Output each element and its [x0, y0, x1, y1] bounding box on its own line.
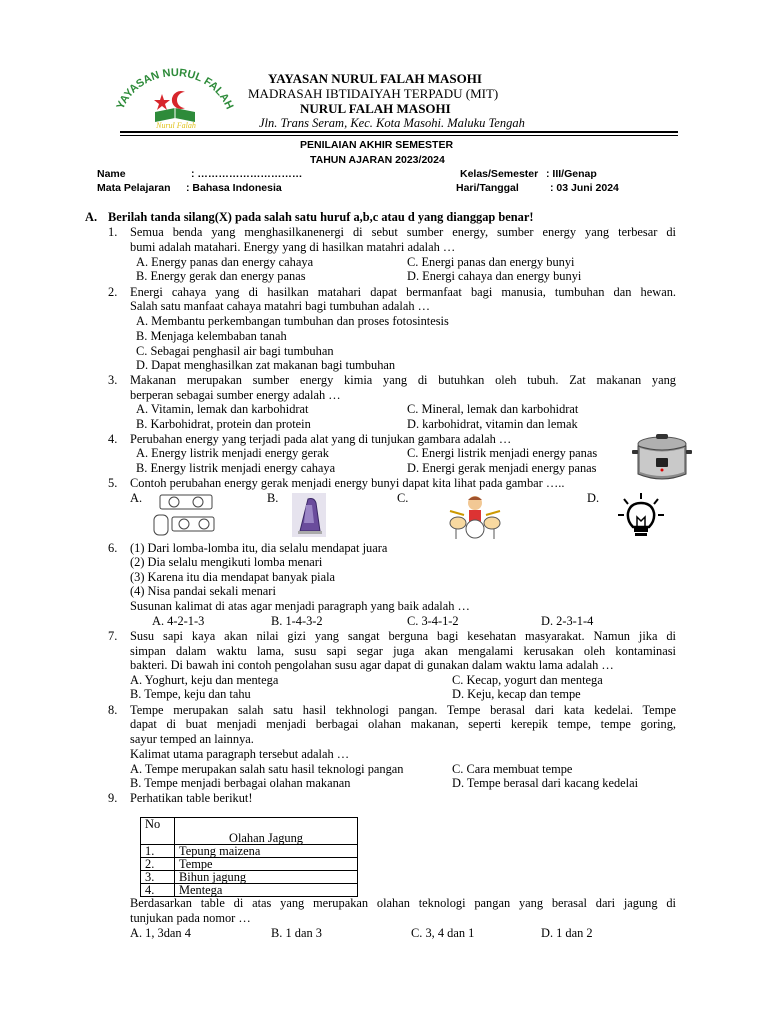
q7-option-d[interactable]: D. Keju, kecap dan tempe	[452, 687, 581, 701]
class-label: Kelas/Semester	[460, 168, 539, 180]
logo-arc-text: YAYASAN NURUL FALAH	[114, 67, 236, 112]
iron-image	[292, 493, 326, 537]
q2-option-b[interactable]: B. Menjaga kelembaban tanah	[136, 329, 287, 343]
q9-text-line3: tunjukan pada nomor …	[130, 911, 251, 925]
q5-option-c[interactable]: C.	[397, 491, 409, 505]
school-name: NURUL FALAH MASOHI	[300, 101, 451, 116]
q4-option-d[interactable]: D. Energi gerak menjadi energy panas	[407, 461, 597, 475]
table-cell-no: 3.	[141, 871, 175, 884]
table-header-no: No	[141, 818, 175, 845]
q2-option-a[interactable]: A. Membantu perkembangan tumbuhan dan proses fotosintesis	[136, 314, 449, 328]
table-cell-item: Tepung maizena	[175, 845, 358, 858]
q1-option-c[interactable]: C. Energi panas dan energy bunyi	[407, 255, 575, 269]
table-cell-item: Bihun jagung	[175, 871, 358, 884]
class-value: : III/Genap	[546, 168, 597, 180]
q7-text-line1: Susu sapi kaya akan nilai gizi yang sangat berguna bagi kesehatan masyarakat. Namun jika di	[130, 629, 676, 643]
q9-text-line1: Perhatikan table berikut!	[130, 791, 253, 805]
q5-number: 5.	[108, 476, 118, 490]
q8-text-line3: sayur temped an lainnya.	[130, 732, 254, 746]
q7-option-a[interactable]: A. Yoghurt, keju dan mentega	[130, 673, 279, 687]
table-row	[141, 871, 358, 884]
q8-number: 8.	[108, 703, 118, 717]
school-logo	[110, 64, 240, 132]
q4-number: 4.	[108, 432, 118, 446]
table-cell-no: 1.	[141, 845, 175, 858]
q5-text-line1: Contoh perubahan energy gerak menjadi energy bunyi dapat kita lihat pada gambar …..	[130, 476, 565, 490]
q3-number: 3.	[108, 373, 118, 387]
q3-text-line2: berperan sebagai sumber energy adalah …	[130, 388, 341, 402]
q1-text-line2: bumi adalah matahari. Energy yang di hasilkan matahri adalah …	[130, 240, 456, 254]
table-row	[141, 884, 358, 897]
q6-option-b[interactable]: B. 1-4-3-2	[271, 614, 323, 628]
q9-option-a[interactable]: A. 1, 3dan 4	[130, 926, 191, 940]
logo-bottom-text: Nurul Falah	[156, 121, 196, 130]
q9-option-c[interactable]: C. 3, 4 dan 1	[411, 926, 475, 940]
gas-stove-image	[152, 493, 218, 539]
q1-number: 1.	[108, 225, 118, 239]
date-label: Hari/Tanggal	[456, 182, 519, 194]
q1-text-line1: Semua benda yang menghasilkanenergi di sebut sumber energy, sumber energy yang terbesar di	[130, 225, 676, 239]
q3-text-line1: Makanan merupakan sumber energy kimia yang di butuhkan oleh tubuh. Zat makanan yang	[130, 373, 676, 387]
q5-option-a[interactable]: A.	[130, 491, 143, 505]
q6-text-line1: Susunan kalimat di atas agar menjadi paragraph yang baik adalah …	[130, 599, 470, 613]
table-cell-item: Tempe	[175, 858, 358, 871]
q2-text-line2: Salah satu manfaat cahaya matahri bagi tumbuhan adalah …	[130, 299, 431, 313]
subject-value: : Bahasa Indonesia	[186, 182, 282, 194]
foundation-name: YAYASAN NURUL FALAH MASOHI	[268, 71, 482, 86]
q6-sentence-4: (4) Nisa pandai sekali menari	[130, 584, 276, 598]
q4-option-b[interactable]: B. Energy listrik menjadi energy cahaya	[136, 461, 336, 475]
light-bulb-icon	[614, 491, 668, 541]
q2-option-c[interactable]: C. Sebagai penghasil air bagi tumbuhan	[136, 344, 334, 358]
table-cell-no: 2.	[141, 858, 175, 871]
q8-text-line4: Kalimat utama paragraph tersebut adalah …	[130, 747, 350, 761]
name-value: : …………………………	[191, 168, 303, 180]
rice-cooker-image	[630, 432, 694, 484]
name-label: Name	[97, 168, 126, 180]
table-cell-no: 4.	[141, 884, 175, 897]
q9-option-b[interactable]: B. 1 dan 3	[271, 926, 322, 940]
table-header-row	[141, 818, 358, 845]
q3-option-c[interactable]: C. Mineral, lemak dan karbohidrat	[407, 402, 579, 416]
table-row	[141, 845, 358, 858]
q5-option-b[interactable]: B.	[267, 491, 279, 505]
q6-sentence-1: (1) Dari lomba-lomba itu, dia selalu mendapat juara	[130, 541, 388, 555]
header-rule	[120, 131, 678, 133]
date-value: : 03 Juni 2024	[550, 182, 619, 194]
q4-option-c[interactable]: C. Energi listrik menjadi energy panas	[407, 446, 598, 460]
q6-option-d[interactable]: D. 2-3-1-4	[541, 614, 594, 628]
q7-text-line2: simpan dalam waktu lama, susu sapi segar juga akan mengalami kerusakan oleh kontaminasi	[130, 644, 676, 658]
q8-text-line1: Tempe merupakan salah satu hasil tekhnologi pangan. Tempe berasal dari kata kedelai. Tempe	[130, 703, 676, 717]
section-instruction: Berilah tanda silang(X) pada salah satu huruf a,b,c atau d yang dianggap benar!	[108, 210, 534, 224]
q6-number: 6.	[108, 541, 118, 555]
q1-option-d[interactable]: D. Energi cahaya dan energy bunyi	[407, 269, 582, 283]
q5-option-d[interactable]: D.	[587, 491, 600, 505]
q7-option-c[interactable]: C. Kecap, yogurt dan mentega	[452, 673, 603, 687]
q7-number: 7.	[108, 629, 118, 643]
q8-option-b[interactable]: B. Tempe menjadi berbagai olahan makanan	[130, 776, 351, 790]
exam-year: TAHUN AJARAN 2023/2024	[310, 154, 445, 166]
q3-option-a[interactable]: A. Vitamin, lemak dan karbohidrat	[136, 402, 309, 416]
q2-text-line1: Energi cahaya yang di hasilkan matahari dapat bermanfaat bagi manusia, tumbuhan dan hewan.	[130, 285, 676, 299]
drummer-image	[446, 493, 504, 541]
q1-option-a[interactable]: A. Energy panas dan energy cahaya	[136, 255, 314, 269]
q3-option-d[interactable]: D. karbohidrat, vitamin dan lemak	[407, 417, 578, 431]
q7-text-line3: bakteri. Di bawah ini contoh pengolahan susu agar dapat di gunakan dalam waktu lama adalah …	[130, 658, 614, 672]
q8-option-a[interactable]: A. Tempe merupakan salah satu hasil teknologi pangan	[130, 762, 404, 776]
q8-option-d[interactable]: D. Tempe berasal dari kacang kedelai	[452, 776, 639, 790]
subject-label: Mata Pelajaran	[97, 182, 171, 194]
q6-sentence-3: (3) Karena itu dia mendapat banyak piala	[130, 570, 336, 584]
q8-option-c[interactable]: C. Cara membuat tempe	[452, 762, 573, 776]
exam-title: PENILAIAN AKHIR SEMESTER	[300, 139, 454, 151]
q6-option-c[interactable]: C. 3-4-1-2	[407, 614, 459, 628]
table-cell-item: Mentega	[175, 884, 358, 897]
q2-number: 2.	[108, 285, 118, 299]
q7-option-b[interactable]: B. Tempe, keju dan tahu	[130, 687, 251, 701]
q6-sentence-2: (2) Dia selalu mengikuti lomba menari	[130, 555, 323, 569]
table-row	[141, 858, 358, 871]
q8-text-line2: dapat di buat menjadi menjadi berbagai olahan makanan, seperti kerepik tempe, tempe goring,	[130, 717, 676, 731]
table-header-olahan-text: Olahan Jagung	[229, 831, 303, 845]
q9-text-line2: Berdasarkan table di atas yang merupakan olahan teknologi pangan yang berasal dari jagung di	[130, 896, 676, 910]
corn-products-table	[140, 817, 358, 897]
q6-option-a[interactable]: A. 4-2-1-3	[152, 614, 205, 628]
q9-option-d[interactable]: D. 1 dan 2	[541, 926, 593, 940]
header-rule-thin	[120, 135, 678, 136]
q9-number: 9.	[108, 791, 118, 805]
section-letter: A.	[85, 210, 98, 224]
q4-option-a[interactable]: A. Energy listrik menjadi energy gerak	[136, 446, 329, 460]
madrasah-name: MADRASAH IBTIDAIYAH TERPADU (MIT)	[248, 86, 499, 101]
table-header-olahan	[175, 818, 358, 845]
q1-option-b[interactable]: B. Energy gerak dan energy panas	[136, 269, 306, 283]
q3-option-b[interactable]: B. Karbohidrat, protein dan protein	[136, 417, 311, 431]
school-address: Jln. Trans Seram, Kec. Kota Masohi. Maluku Tengah	[259, 116, 525, 130]
q2-option-d[interactable]: D. Dapat menghasilkan zat makanan bagi tumbuhan	[136, 358, 396, 372]
q4-text-line1: Perubahan energy yang terjadi pada alat yang di tunjukan gambara adalah …	[130, 432, 512, 446]
